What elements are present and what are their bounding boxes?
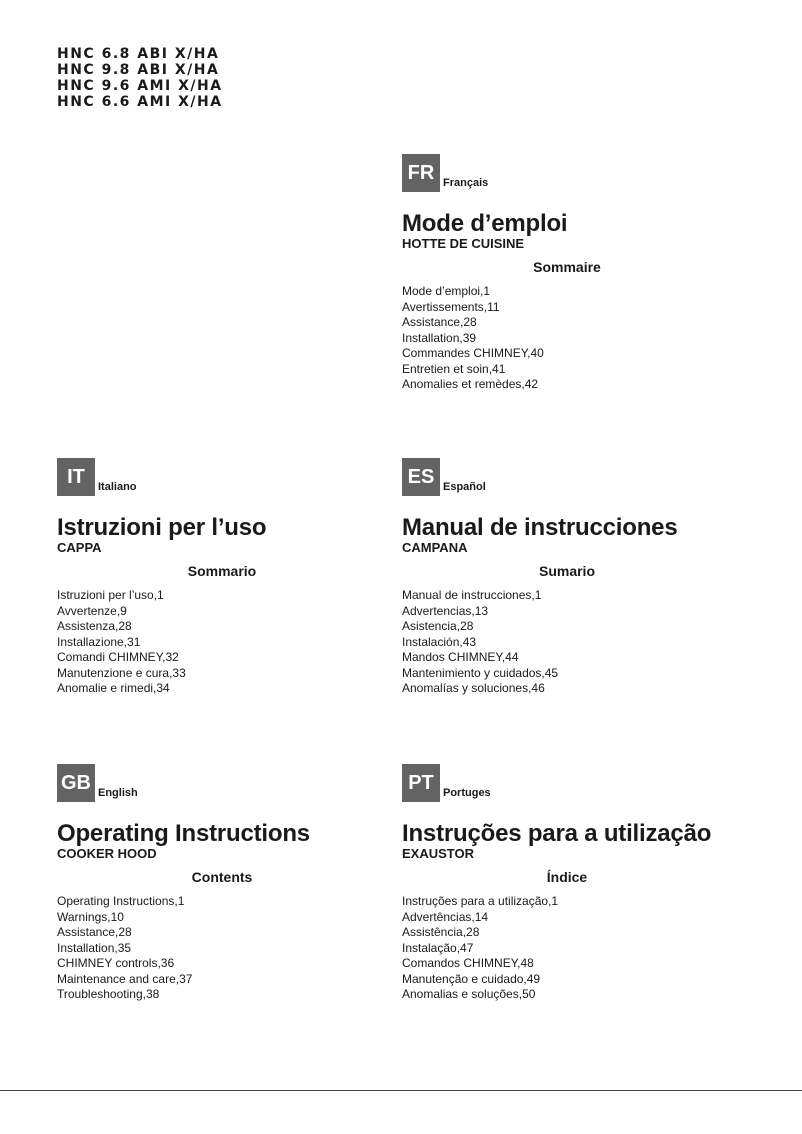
product-subtitle: CAPPA (57, 540, 102, 555)
language-header (402, 458, 732, 498)
model-name: HNC 6.6 AMI X/HA (57, 94, 223, 110)
table-of-contents (57, 588, 387, 697)
section-es (402, 458, 732, 697)
toc-item: Mode d’emploi,1 (402, 284, 491, 298)
language-name: Italiano (98, 481, 137, 493)
toc-item: Anomalías y soluciones,46 (402, 681, 545, 695)
language-name: Español (443, 481, 486, 493)
manual-title: Operating Instructions (57, 820, 310, 847)
toc-item: Manual de instrucciones,1 (402, 588, 542, 602)
toc-item: Troubleshooting,38 (57, 987, 160, 1001)
product-subtitle: HOTTE DE CUISINE (402, 236, 525, 251)
toc-item: Advertencias,13 (402, 603, 489, 618)
language-header (57, 764, 387, 804)
toc-item: Avvertenze,9 (57, 603, 127, 618)
toc-heading: Índice (546, 869, 588, 885)
toc-item: Advertências,14 (402, 909, 489, 924)
toc-item: CHIMNEY controls,36 (57, 956, 175, 970)
language-header (402, 764, 732, 804)
toc-item: Assistance,28 (57, 925, 132, 939)
toc-item: Mandos CHIMNEY,44 (402, 650, 519, 664)
toc-item: Asistencia,28 (402, 619, 474, 633)
language-badge-pt: PT (402, 764, 440, 802)
toc-item: Operating Instructions,1 (57, 894, 185, 908)
toc-item: Commandes CHIMNEY,40 (402, 346, 544, 360)
section-it (57, 458, 387, 697)
manual-title: Mode d’emploi (402, 210, 568, 237)
toc-item: Instruções para a utilização,1 (402, 894, 559, 908)
toc-item: Maintenance and care,37 (57, 971, 193, 986)
manual-title: Istruzioni per l’uso (57, 514, 267, 541)
model-list (57, 46, 223, 110)
product-subtitle: EXAUSTOR (402, 846, 474, 861)
section-pt (402, 764, 732, 1003)
footer-divider (0, 1090, 802, 1091)
toc-item: Anomalies et remèdes,42 (402, 377, 539, 391)
model-name: HNC 9.8 ABI X/HA (57, 62, 220, 78)
toc-item: Manutenção e cuidado,49 (402, 971, 541, 986)
language-badge-fr: FR (402, 154, 440, 192)
toc-item: Instalação,47 (402, 940, 474, 955)
table-of-contents (402, 588, 732, 697)
toc-heading: Sommario (187, 563, 257, 579)
toc-item: Comandos CHIMNEY,48 (402, 956, 534, 970)
language-badge-es: ES (402, 458, 440, 496)
manual-title: Manual de instrucciones (402, 514, 678, 541)
toc-item: Assistência,28 (402, 925, 480, 939)
toc-item: Anomalie e rimedi,34 (57, 681, 170, 695)
language-badge-it: IT (57, 458, 95, 496)
toc-item: Avertissements,11 (402, 299, 500, 314)
toc-item: Installazione,31 (57, 634, 141, 649)
language-header (57, 458, 387, 498)
language-name: Français (443, 177, 489, 189)
toc-item: Installation,39 (402, 330, 477, 345)
toc-item: Installation,35 (57, 940, 132, 955)
language-name: Portuges (443, 787, 491, 799)
language-name: English (98, 787, 138, 799)
table-of-contents (402, 284, 732, 393)
toc-item: Assistance,28 (402, 315, 477, 329)
toc-item: Comandi CHIMNEY,32 (57, 650, 179, 664)
toc-item: Istruzioni per l’uso,1 (57, 588, 164, 602)
product-subtitle: CAMPANA (402, 540, 468, 555)
toc-item: Anomalias e soluções,50 (402, 987, 536, 1001)
product-subtitle: COOKER HOOD (57, 846, 157, 861)
model-name: HNC 6.8 ABI X/HA (57, 46, 220, 62)
toc-heading: Sommaire (533, 259, 601, 275)
model-name: HNC 9.6 AMI X/HA (57, 78, 223, 94)
table-of-contents (57, 894, 387, 1003)
toc-heading: Sumario (538, 563, 595, 579)
language-badge-gb: GB (57, 764, 95, 802)
section-fr (402, 154, 732, 393)
toc-heading: Contents (191, 869, 253, 885)
section-gb (57, 764, 387, 1003)
toc-item: Warnings,10 (57, 909, 124, 924)
language-header (402, 154, 732, 194)
manual-title: Instruções para a utilização (402, 820, 712, 847)
toc-item: Assistenza,28 (57, 619, 132, 633)
toc-item: Manutenzione e cura,33 (57, 665, 186, 680)
toc-item: Entretien et soin,41 (402, 361, 506, 376)
toc-item: Mantenimiento y cuidados,45 (402, 665, 559, 680)
table-of-contents (402, 894, 732, 1003)
toc-item: Instalación,43 (402, 634, 477, 649)
